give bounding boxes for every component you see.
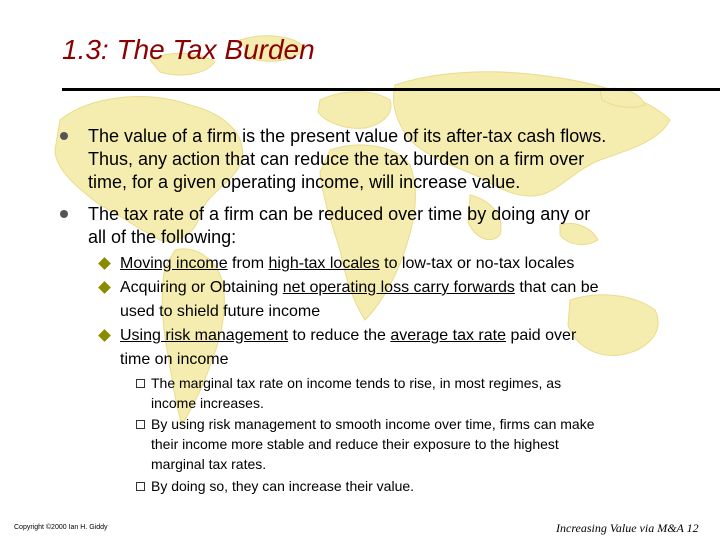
text-run: to low-tax or no-tax locales [379,255,575,272]
square-bullet-icon [136,420,145,429]
bullet-2-line-1: The tax rate of a firm can be reduced over time by doing any or [88,204,591,224]
footer-page-label: Increasing Value via M&A 12 [556,521,699,535]
bullet-1 [88,125,606,194]
bullet-2 [88,203,590,249]
bullet-dot-icon [60,210,68,218]
underlined-phrase: average tax rate [390,327,506,344]
sub-sub-bullet-3-line-1: By doing so, they can increase their value. [151,478,415,494]
square-bullet-icon [136,482,145,491]
bullet-2-line-2: all of the following: [88,227,237,247]
sub-bullet-2-line-2 [120,300,599,324]
sub-bullet-3-line-2 [120,348,576,372]
sub-bullet-1-line-1 [120,252,574,276]
footer-copyright: Copyright ©2000 Ian H. Giddy [14,524,108,531]
sub-bullet-3 [120,324,576,372]
text-run: to reduce the [288,327,391,344]
underlined-phrase: Using risk management [120,327,289,344]
sub-bullet-3-line-1 [120,324,576,348]
square-bullet-icon [136,379,145,388]
title-rule [62,88,720,91]
sub-sub-bullet-1-line-2: income increases. [151,395,264,411]
sub-sub-bullet-2-line-3: marginal tax rates. [151,456,267,472]
text-run: Acquiring or Obtaining [120,279,283,296]
sub-sub-bullet-1-line-1: The marginal tax rate on income tends to rise, in most regimes, as [151,375,562,391]
sub-bullet-2 [120,276,599,324]
bullet-1-line-2: Thus, any action that can reduce the tax burden on a firm over [88,149,585,169]
text-run: from [227,255,269,272]
bullet-1-line-3: time, for a given operating income, will increase value. [88,172,521,192]
text-run: paid over [506,327,577,344]
text-run: time on income [120,351,229,368]
text-run: used to shield future income [120,303,321,320]
sub-sub-bullet-3 [151,476,414,496]
bullet-1-line-1: The value of a firm is the present value of its after-tax cash flows. [88,126,607,146]
text-run: that can be [514,279,599,296]
sub-bullet-1 [120,252,574,276]
sub-sub-bullet-1 [151,373,561,413]
sub-bullet-2-line-1 [120,276,599,300]
sub-sub-bullet-2 [151,414,595,474]
slide-title: 1.3: The Tax Burden [62,34,315,65]
bullet-dot-icon [60,132,68,140]
sub-sub-bullet-2-line-2: their income more stable and reduce their exposure to the highest [151,436,559,452]
underlined-phrase: high-tax locales [268,255,380,272]
underlined-phrase: net operating loss carry forwards [282,279,515,296]
sub-sub-bullet-2-line-1: By using risk management to smooth income over time, firms can make [151,416,595,432]
underlined-phrase: Moving income [120,255,228,272]
